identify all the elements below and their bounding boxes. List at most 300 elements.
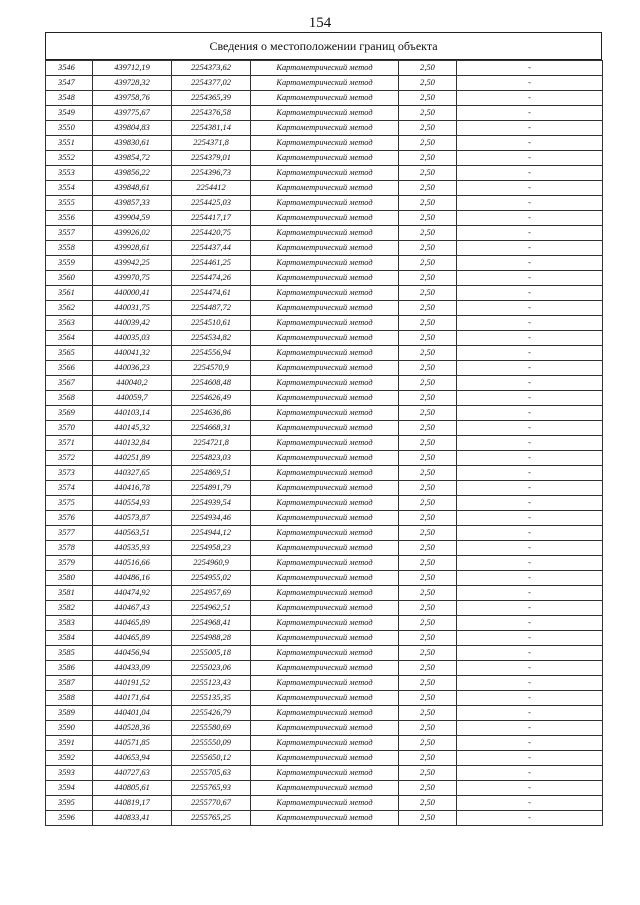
x-coordinate-cell: 439775,67 <box>93 106 172 121</box>
description-cell: - <box>457 391 603 406</box>
y-coordinate-cell: 2254425,03 <box>172 196 251 211</box>
method-cell: Картометрический метод <box>251 451 399 466</box>
point-number-cell: 3552 <box>46 151 93 166</box>
method-cell: Картометрический метод <box>251 781 399 796</box>
accuracy-cell: 2,50 <box>399 361 457 376</box>
x-coordinate-cell: 440653,94 <box>93 751 172 766</box>
point-number-cell: 3569 <box>46 406 93 421</box>
accuracy-cell: 2,50 <box>399 121 457 136</box>
method-cell: Картометрический метод <box>251 541 399 556</box>
method-cell: Картометрический метод <box>251 256 399 271</box>
description-cell: - <box>457 286 603 301</box>
accuracy-cell: 2,50 <box>399 136 457 151</box>
x-coordinate-cell: 440474,92 <box>93 586 172 601</box>
method-cell: Картометрический метод <box>251 331 399 346</box>
method-cell: Картометрический метод <box>251 466 399 481</box>
method-cell: Картометрический метод <box>251 811 399 826</box>
x-coordinate-cell: 440571,85 <box>93 736 172 751</box>
x-coordinate-cell: 440132,84 <box>93 436 172 451</box>
description-cell: - <box>457 166 603 181</box>
table-row <box>46 226 603 241</box>
y-coordinate-cell: 2255765,25 <box>172 811 251 826</box>
x-coordinate-cell: 440327,65 <box>93 466 172 481</box>
method-cell: Картометрический метод <box>251 376 399 391</box>
description-cell: - <box>457 481 603 496</box>
accuracy-cell: 2,50 <box>399 91 457 106</box>
y-coordinate-cell: 2255770,67 <box>172 796 251 811</box>
accuracy-cell: 2,50 <box>399 481 457 496</box>
y-coordinate-cell: 2254869,51 <box>172 466 251 481</box>
description-cell: - <box>457 331 603 346</box>
description-cell: - <box>457 436 603 451</box>
accuracy-cell: 2,50 <box>399 646 457 661</box>
x-coordinate-cell: 440819,17 <box>93 796 172 811</box>
accuracy-cell: 2,50 <box>399 661 457 676</box>
table-row <box>46 76 603 91</box>
accuracy-cell: 2,50 <box>399 451 457 466</box>
method-cell: Картометрический метод <box>251 151 399 166</box>
point-number-cell: 3576 <box>46 511 93 526</box>
table-row <box>46 541 603 556</box>
description-cell: - <box>457 601 603 616</box>
method-cell: Картометрический метод <box>251 106 399 121</box>
method-cell: Картометрический метод <box>251 526 399 541</box>
y-coordinate-cell: 2254437,44 <box>172 241 251 256</box>
description-cell: - <box>457 556 603 571</box>
table-row <box>46 451 603 466</box>
table-row <box>46 61 603 76</box>
accuracy-cell: 2,50 <box>399 316 457 331</box>
method-cell: Картометрический метод <box>251 226 399 241</box>
table-row <box>46 301 603 316</box>
y-coordinate-cell: 2254955,02 <box>172 571 251 586</box>
y-coordinate-cell: 2254412 <box>172 181 251 196</box>
x-coordinate-cell: 440031,75 <box>93 301 172 316</box>
description-cell: - <box>457 121 603 136</box>
y-coordinate-cell: 2254934,46 <box>172 511 251 526</box>
description-cell: - <box>457 376 603 391</box>
table-row <box>46 406 603 421</box>
x-coordinate-cell: 440416,78 <box>93 481 172 496</box>
point-number-cell: 3567 <box>46 376 93 391</box>
point-number-cell: 3585 <box>46 646 93 661</box>
y-coordinate-cell: 2254487,72 <box>172 301 251 316</box>
y-coordinate-cell: 2254891,79 <box>172 481 251 496</box>
y-coordinate-cell: 2254379,01 <box>172 151 251 166</box>
description-cell: - <box>457 271 603 286</box>
table-row <box>46 241 603 256</box>
table-row <box>46 391 603 406</box>
description-cell: - <box>457 91 603 106</box>
accuracy-cell: 2,50 <box>399 226 457 241</box>
table-row <box>46 511 603 526</box>
description-cell: - <box>457 211 603 226</box>
table-row <box>46 466 603 481</box>
method-cell: Картометрический метод <box>251 436 399 451</box>
description-cell: - <box>457 61 603 76</box>
table-row <box>46 106 603 121</box>
y-coordinate-cell: 2254823,03 <box>172 451 251 466</box>
x-coordinate-cell: 440456,94 <box>93 646 172 661</box>
point-number-cell: 3549 <box>46 106 93 121</box>
accuracy-cell: 2,50 <box>399 721 457 736</box>
description-cell: - <box>457 151 603 166</box>
y-coordinate-cell: 2255550,09 <box>172 736 251 751</box>
y-coordinate-cell: 2254377,02 <box>172 76 251 91</box>
accuracy-cell: 2,50 <box>399 736 457 751</box>
y-coordinate-cell: 2254371,8 <box>172 136 251 151</box>
method-cell: Картометрический метод <box>251 421 399 436</box>
point-number-cell: 3582 <box>46 601 93 616</box>
x-coordinate-cell: 440251,89 <box>93 451 172 466</box>
table-row <box>46 196 603 211</box>
table-row <box>46 601 603 616</box>
method-cell: Картометрический метод <box>251 301 399 316</box>
table-row <box>46 691 603 706</box>
y-coordinate-cell: 2254988,28 <box>172 631 251 646</box>
point-number-cell: 3581 <box>46 586 93 601</box>
description-cell: - <box>457 451 603 466</box>
x-coordinate-cell: 439926,02 <box>93 226 172 241</box>
description-cell: - <box>457 676 603 691</box>
method-cell: Картометрический метод <box>251 736 399 751</box>
accuracy-cell: 2,50 <box>399 241 457 256</box>
table-row <box>46 151 603 166</box>
x-coordinate-cell: 440486,16 <box>93 571 172 586</box>
accuracy-cell: 2,50 <box>399 811 457 826</box>
description-cell: - <box>457 541 603 556</box>
table-title: Сведения о местоположении границ объекта <box>45 32 602 60</box>
y-coordinate-cell: 2254968,41 <box>172 616 251 631</box>
description-cell: - <box>457 766 603 781</box>
method-cell: Картометрический метод <box>251 166 399 181</box>
x-coordinate-cell: 440103,14 <box>93 406 172 421</box>
description-cell: - <box>457 466 603 481</box>
method-cell: Картометрический метод <box>251 631 399 646</box>
table-row <box>46 736 603 751</box>
boundary-table-sheet <box>45 32 602 826</box>
method-cell: Картометрический метод <box>251 676 399 691</box>
point-number-cell: 3584 <box>46 631 93 646</box>
method-cell: Картометрический метод <box>251 481 399 496</box>
y-coordinate-cell: 2255705,63 <box>172 766 251 781</box>
table-row <box>46 661 603 676</box>
x-coordinate-cell: 440145,32 <box>93 421 172 436</box>
accuracy-cell: 2,50 <box>399 601 457 616</box>
point-number-cell: 3573 <box>46 466 93 481</box>
table-row <box>46 271 603 286</box>
description-cell: - <box>457 301 603 316</box>
description-cell: - <box>457 571 603 586</box>
y-coordinate-cell: 2254721,8 <box>172 436 251 451</box>
x-coordinate-cell: 439758,76 <box>93 91 172 106</box>
point-number-cell: 3553 <box>46 166 93 181</box>
table-row <box>46 481 603 496</box>
x-coordinate-cell: 439854,72 <box>93 151 172 166</box>
description-cell: - <box>457 706 603 721</box>
method-cell: Картометрический метод <box>251 271 399 286</box>
x-coordinate-cell: 440059,7 <box>93 391 172 406</box>
y-coordinate-cell: 2254474,26 <box>172 271 251 286</box>
method-cell: Картометрический метод <box>251 751 399 766</box>
point-number-cell: 3554 <box>46 181 93 196</box>
table-row <box>46 136 603 151</box>
point-number-cell: 3570 <box>46 421 93 436</box>
description-cell: - <box>457 316 603 331</box>
point-number-cell: 3557 <box>46 226 93 241</box>
table-row <box>46 811 603 826</box>
accuracy-cell: 2,50 <box>399 766 457 781</box>
accuracy-cell: 2,50 <box>399 436 457 451</box>
description-cell: - <box>457 586 603 601</box>
table-row <box>46 331 603 346</box>
description-cell: - <box>457 736 603 751</box>
description-cell: - <box>457 811 603 826</box>
point-number-cell: 3548 <box>46 91 93 106</box>
accuracy-cell: 2,50 <box>399 526 457 541</box>
x-coordinate-cell: 440528,36 <box>93 721 172 736</box>
table-row <box>46 781 603 796</box>
description-cell: - <box>457 136 603 151</box>
accuracy-cell: 2,50 <box>399 286 457 301</box>
point-number-cell: 3591 <box>46 736 93 751</box>
point-number-cell: 3571 <box>46 436 93 451</box>
table-row <box>46 631 603 646</box>
method-cell: Картометрический метод <box>251 136 399 151</box>
accuracy-cell: 2,50 <box>399 616 457 631</box>
accuracy-cell: 2,50 <box>399 496 457 511</box>
table-row <box>46 286 603 301</box>
method-cell: Картометрический метод <box>251 586 399 601</box>
point-number-cell: 3589 <box>46 706 93 721</box>
description-cell: - <box>457 526 603 541</box>
accuracy-cell: 2,50 <box>399 556 457 571</box>
x-coordinate-cell: 440035,03 <box>93 331 172 346</box>
description-cell: - <box>457 406 603 421</box>
x-coordinate-cell: 440805,61 <box>93 781 172 796</box>
point-number-cell: 3587 <box>46 676 93 691</box>
accuracy-cell: 2,50 <box>399 346 457 361</box>
method-cell: Картометрический метод <box>251 241 399 256</box>
point-number-cell: 3590 <box>46 721 93 736</box>
table-row <box>46 676 603 691</box>
x-coordinate-cell: 440465,89 <box>93 616 172 631</box>
method-cell: Картометрический метод <box>251 556 399 571</box>
x-coordinate-cell: 440833,41 <box>93 811 172 826</box>
y-coordinate-cell: 2254957,69 <box>172 586 251 601</box>
method-cell: Картометрический метод <box>251 76 399 91</box>
point-number-cell: 3558 <box>46 241 93 256</box>
accuracy-cell: 2,50 <box>399 691 457 706</box>
y-coordinate-cell: 2254636,86 <box>172 406 251 421</box>
accuracy-cell: 2,50 <box>399 406 457 421</box>
description-cell: - <box>457 796 603 811</box>
point-number-cell: 3560 <box>46 271 93 286</box>
accuracy-cell: 2,50 <box>399 676 457 691</box>
point-number-cell: 3588 <box>46 691 93 706</box>
accuracy-cell: 2,50 <box>399 781 457 796</box>
method-cell: Картометрический метод <box>251 286 399 301</box>
x-coordinate-cell: 440516,66 <box>93 556 172 571</box>
x-coordinate-cell: 440433,09 <box>93 661 172 676</box>
y-coordinate-cell: 2254534,82 <box>172 331 251 346</box>
description-cell: - <box>457 361 603 376</box>
y-coordinate-cell: 2254962,51 <box>172 601 251 616</box>
method-cell: Картометрический метод <box>251 691 399 706</box>
page-number: 154 <box>308 15 332 31</box>
table-row <box>46 571 603 586</box>
y-coordinate-cell: 2254570,9 <box>172 361 251 376</box>
accuracy-cell: 2,50 <box>399 706 457 721</box>
point-number-cell: 3551 <box>46 136 93 151</box>
method-cell: Картометрический метод <box>251 121 399 136</box>
accuracy-cell: 2,50 <box>399 571 457 586</box>
x-coordinate-cell: 440171,64 <box>93 691 172 706</box>
y-coordinate-cell: 2254626,49 <box>172 391 251 406</box>
table-row <box>46 706 603 721</box>
x-coordinate-cell: 440535,93 <box>93 541 172 556</box>
method-cell: Картометрический метод <box>251 721 399 736</box>
accuracy-cell: 2,50 <box>399 541 457 556</box>
method-cell: Картометрический метод <box>251 601 399 616</box>
x-coordinate-cell: 439830,61 <box>93 136 172 151</box>
y-coordinate-cell: 2254608,48 <box>172 376 251 391</box>
y-coordinate-cell: 2255023,06 <box>172 661 251 676</box>
description-cell: - <box>457 721 603 736</box>
description-cell: - <box>457 631 603 646</box>
x-coordinate-cell: 440727,63 <box>93 766 172 781</box>
description-cell: - <box>457 256 603 271</box>
accuracy-cell: 2,50 <box>399 166 457 181</box>
description-cell: - <box>457 646 603 661</box>
method-cell: Картометрический метод <box>251 571 399 586</box>
x-coordinate-cell: 440041,32 <box>93 346 172 361</box>
y-coordinate-cell: 2254668,31 <box>172 421 251 436</box>
description-cell: - <box>457 751 603 766</box>
method-cell: Картометрический метод <box>251 406 399 421</box>
method-cell: Картометрический метод <box>251 766 399 781</box>
y-coordinate-cell: 2254365,39 <box>172 91 251 106</box>
x-coordinate-cell: 440554,93 <box>93 496 172 511</box>
description-cell: - <box>457 661 603 676</box>
table-row <box>46 316 603 331</box>
point-number-cell: 3566 <box>46 361 93 376</box>
method-cell: Картометрический метод <box>251 61 399 76</box>
point-number-cell: 3565 <box>46 346 93 361</box>
table-row <box>46 646 603 661</box>
y-coordinate-cell: 2254376,58 <box>172 106 251 121</box>
method-cell: Картометрический метод <box>251 181 399 196</box>
table-row <box>46 556 603 571</box>
table-row <box>46 91 603 106</box>
description-cell: - <box>457 616 603 631</box>
description-cell: - <box>457 421 603 436</box>
accuracy-cell: 2,50 <box>399 631 457 646</box>
point-number-cell: 3563 <box>46 316 93 331</box>
method-cell: Картометрический метод <box>251 706 399 721</box>
x-coordinate-cell: 440401,04 <box>93 706 172 721</box>
y-coordinate-cell: 2254461,25 <box>172 256 251 271</box>
description-cell: - <box>457 691 603 706</box>
accuracy-cell: 2,50 <box>399 796 457 811</box>
y-coordinate-cell: 2254381,14 <box>172 121 251 136</box>
method-cell: Картометрический метод <box>251 646 399 661</box>
method-cell: Картометрический метод <box>251 91 399 106</box>
x-coordinate-cell: 439848,61 <box>93 181 172 196</box>
y-coordinate-cell: 2255580,69 <box>172 721 251 736</box>
y-coordinate-cell: 2255135,35 <box>172 691 251 706</box>
y-coordinate-cell: 2254417,17 <box>172 211 251 226</box>
x-coordinate-cell: 440191,52 <box>93 676 172 691</box>
description-cell: - <box>457 241 603 256</box>
x-coordinate-cell: 440036,23 <box>93 361 172 376</box>
point-number-cell: 3580 <box>46 571 93 586</box>
point-number-cell: 3596 <box>46 811 93 826</box>
accuracy-cell: 2,50 <box>399 376 457 391</box>
method-cell: Картометрический метод <box>251 211 399 226</box>
method-cell: Картометрический метод <box>251 361 399 376</box>
accuracy-cell: 2,50 <box>399 751 457 766</box>
x-coordinate-cell: 440465,89 <box>93 631 172 646</box>
y-coordinate-cell: 2255426,79 <box>172 706 251 721</box>
x-coordinate-cell: 439904,59 <box>93 211 172 226</box>
point-number-cell: 3547 <box>46 76 93 91</box>
accuracy-cell: 2,50 <box>399 466 457 481</box>
accuracy-cell: 2,50 <box>399 586 457 601</box>
coordinates-table <box>45 60 603 826</box>
x-coordinate-cell: 440039,42 <box>93 316 172 331</box>
method-cell: Картометрический метод <box>251 796 399 811</box>
accuracy-cell: 2,50 <box>399 271 457 286</box>
table-row <box>46 526 603 541</box>
y-coordinate-cell: 2254958,23 <box>172 541 251 556</box>
description-cell: - <box>457 226 603 241</box>
table-row <box>46 496 603 511</box>
x-coordinate-cell: 439856,22 <box>93 166 172 181</box>
table-row <box>46 751 603 766</box>
y-coordinate-cell: 2254396,73 <box>172 166 251 181</box>
description-cell: - <box>457 781 603 796</box>
accuracy-cell: 2,50 <box>399 181 457 196</box>
point-number-cell: 3575 <box>46 496 93 511</box>
point-number-cell: 3572 <box>46 451 93 466</box>
table-row <box>46 121 603 136</box>
method-cell: Картометрический метод <box>251 196 399 211</box>
table-row <box>46 721 603 736</box>
x-coordinate-cell: 439804,83 <box>93 121 172 136</box>
x-coordinate-cell: 439970,75 <box>93 271 172 286</box>
description-cell: - <box>457 106 603 121</box>
y-coordinate-cell: 2254510,61 <box>172 316 251 331</box>
accuracy-cell: 2,50 <box>399 331 457 346</box>
point-number-cell: 3577 <box>46 526 93 541</box>
table-row <box>46 421 603 436</box>
point-number-cell: 3594 <box>46 781 93 796</box>
accuracy-cell: 2,50 <box>399 106 457 121</box>
table-row <box>46 616 603 631</box>
table-row <box>46 766 603 781</box>
point-number-cell: 3583 <box>46 616 93 631</box>
table-row <box>46 376 603 391</box>
accuracy-cell: 2,50 <box>399 421 457 436</box>
point-number-cell: 3555 <box>46 196 93 211</box>
description-cell: - <box>457 76 603 91</box>
method-cell: Картометрический метод <box>251 391 399 406</box>
y-coordinate-cell: 2254939,54 <box>172 496 251 511</box>
point-number-cell: 3559 <box>46 256 93 271</box>
accuracy-cell: 2,50 <box>399 511 457 526</box>
accuracy-cell: 2,50 <box>399 256 457 271</box>
